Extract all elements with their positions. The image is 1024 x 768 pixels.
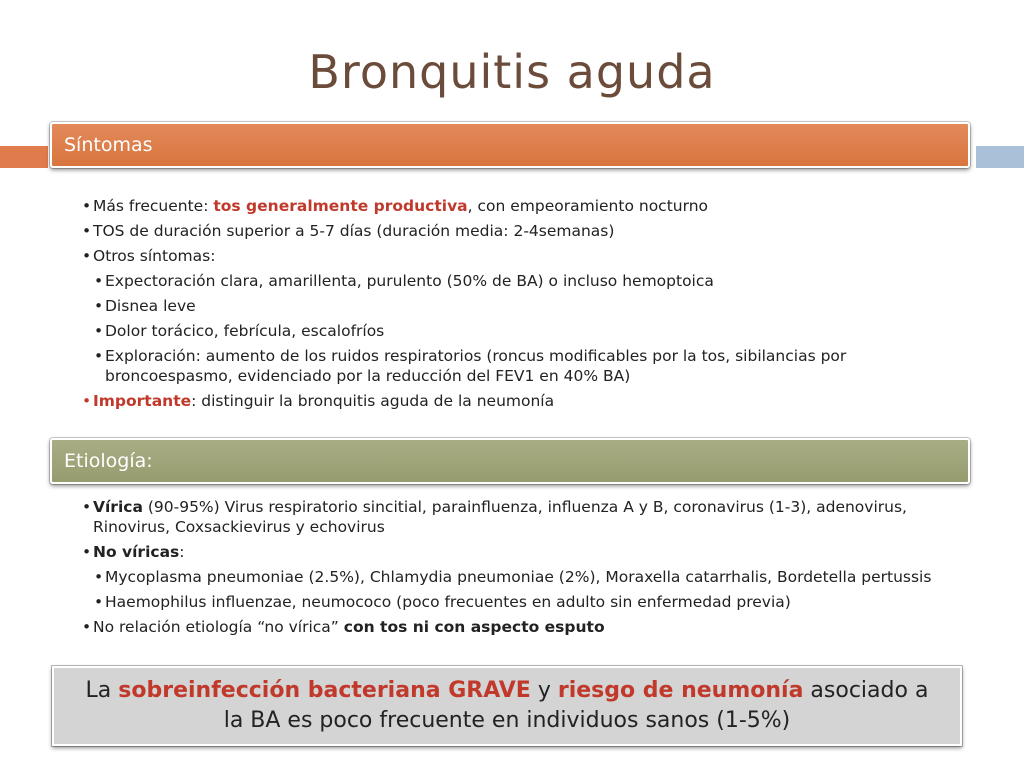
decorative-bar-left (0, 146, 48, 168)
item-text: Otros síntomas: (93, 247, 216, 265)
note-highlight: riesgo de neumonía (557, 678, 804, 703)
item-text: Exploración: aumento de los ruidos respiratorios (roncus modificables por la tos, sibilancias por broncoespasmo, evidenciado por la reducción del FEV1 en 40% BA) (105, 347, 847, 385)
item-text: : distinguir la bronquitis aguda de la neumonía (191, 392, 555, 410)
highlight-text: Importante (93, 392, 192, 410)
list-item (82, 221, 942, 241)
item-text: Haemophilus influenzae, neumococo (poco frecuentes en adulto sin enfermedad previa) (105, 593, 791, 611)
highlight-text: tos generalmente productiva (213, 197, 468, 215)
bold-text: con tos ni con aspecto esputo (343, 618, 605, 636)
note-text: La (85, 678, 119, 703)
sintomas-list (82, 196, 942, 416)
item-text: Expectoración clara, amarillenta, purulento (50% de BA) o incluso hemoptoica (105, 272, 714, 290)
list-subitem (94, 271, 942, 291)
etiologia-list (82, 497, 942, 642)
item-text: No relación etiología “no vírica” (93, 618, 344, 636)
item-text: : (179, 543, 185, 561)
bold-text: No víricas (93, 543, 180, 561)
list-subitem (94, 321, 942, 341)
slide-title: Bronquitis aguda (308, 45, 716, 99)
etiologia-header-label: Etiología: (64, 450, 153, 472)
list-item (82, 617, 942, 637)
note-highlight: sobreinfección bacteriana GRAVE (118, 678, 531, 703)
item-text: Mycoplasma pneumoniae (2.5%), Chlamydia pneumoniae (2%), Moraxella catarrhalis, Bordetella pertussis (105, 568, 932, 586)
sintomas-header-label: Síntomas (64, 134, 153, 156)
note-text: y (530, 678, 558, 703)
list-subitem (94, 296, 942, 316)
item-text: (90-95%) Virus respiratorio sincitial, parainfluenza, influenza A y B, coronavirus (1-3), adenovirus, Rinovirus, Coxsackievirus y echovirus (93, 498, 907, 536)
list-subitem (94, 592, 942, 612)
list-item (82, 196, 942, 216)
list-item (82, 246, 942, 266)
etiologia-header-bar (50, 438, 970, 484)
item-text: , con empeoramiento nocturno (467, 197, 709, 215)
list-subitem (94, 346, 942, 386)
item-text: TOS de duración superior a 5-7 días (duración media: 2-4semanas) (93, 222, 615, 240)
callout-note (52, 666, 962, 746)
list-item (82, 497, 942, 537)
item-text: Más frecuente: (93, 197, 214, 215)
sintomas-header-bar (50, 122, 970, 168)
list-subitem (94, 567, 942, 587)
bold-text: Vírica (93, 498, 143, 516)
list-item (82, 542, 942, 562)
note-text: asociado a la BA es poco frecuente en individuos sanos (1-5%) (223, 678, 929, 733)
list-item (82, 391, 942, 411)
item-text: Disnea leve (105, 297, 196, 315)
decorative-bar-right (976, 146, 1024, 168)
item-text: Dolor torácico, febrícula, escalofríos (105, 322, 385, 340)
